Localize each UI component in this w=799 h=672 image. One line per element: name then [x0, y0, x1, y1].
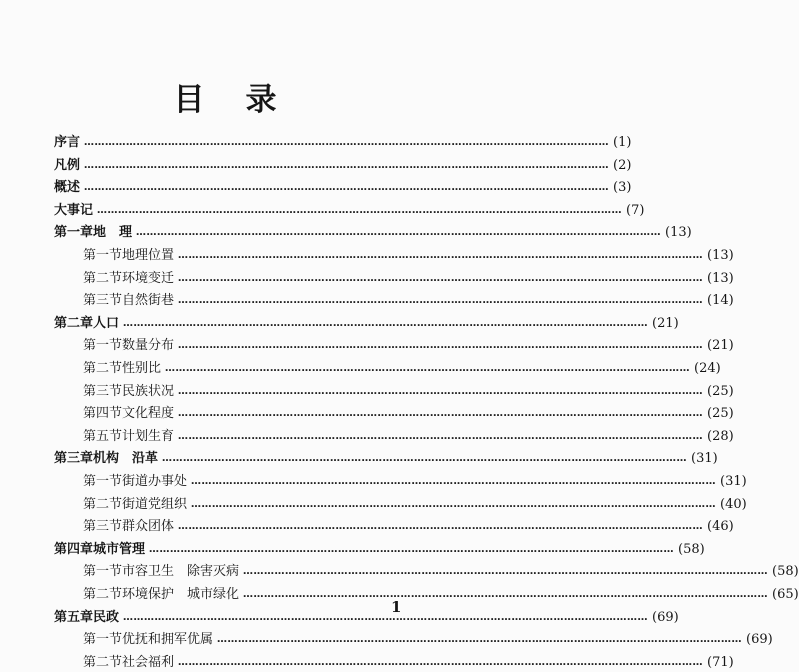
toc-entry-page: (21) [652, 315, 679, 331]
dot-leader: …………………………………………………………………………………………………………………………………… [178, 295, 704, 307]
toc-entry-number: 第一节 [83, 248, 123, 263]
dot-leader: …………………………………………………………………………………………………………………………………… [178, 521, 704, 533]
toc-entry-page: (40) [720, 496, 747, 512]
toc-entry-title: 概述 [54, 180, 81, 196]
toc-entry-title: 大事记 [54, 202, 94, 218]
toc-entry-section [83, 270, 734, 288]
toc-entry-section [83, 405, 734, 423]
toc-entry-page: (7) [626, 202, 645, 218]
toc-entry-page: (71) [707, 654, 734, 670]
toc-entry-page: (1) [613, 135, 632, 150]
toc-entry-title: 群众团体 [122, 519, 175, 535]
toc-entry-title: 数量分布 [122, 338, 175, 354]
toc-entry-number: 第一节 [83, 632, 123, 648]
toc-entry-chapter [54, 609, 679, 627]
dot-leader: …………………………………………………………………………………………………………………………………… [178, 408, 704, 420]
toc-entry-page: (3) [613, 180, 632, 196]
toc-entry-title: 民族状况 [122, 383, 175, 399]
toc-entry-page: (24) [694, 361, 721, 376]
dot-leader: …………………………………………………………………………………………………………………………………… [178, 250, 704, 261]
dot-leader: …………………………………………………………………………………………………………………………………… [84, 159, 610, 171]
toc-entry-title: 机构 沿革 [93, 451, 159, 467]
toc-entry-page: (14) [707, 293, 734, 309]
toc-entry-title: 自然街巷 [122, 293, 175, 309]
toc-entry-title: 街道党组织 [122, 496, 188, 512]
toc-entry-page: (25) [707, 383, 734, 399]
toc-entry-number: 第三章 [54, 451, 94, 467]
dot-leader: …………………………………………………………………………………………………………………………………… [178, 340, 704, 352]
toc-entry-section [83, 631, 773, 649]
toc-entry-chapter [54, 315, 679, 333]
dot-leader: …………………………………………………………………………………………………………………………………… [178, 430, 704, 442]
dot-leader: …………………………………………………………………………………………………………………………………… [97, 204, 623, 216]
toc-entry-section [83, 428, 734, 446]
toc-entry-page: (13) [707, 248, 734, 263]
toc-entry-section [83, 360, 721, 378]
toc-entry-title: 环境保护 城市绿化 [122, 587, 240, 602]
toc-entry-section [83, 247, 734, 265]
toc-entry-section [83, 586, 799, 604]
toc-entry-number: 第二节 [83, 270, 123, 286]
toc-entry-number: 第一节 [83, 564, 123, 580]
toc-entry-number: 第三节 [83, 293, 123, 309]
toc-entry-chapter [54, 179, 632, 197]
page-number: 1 [391, 598, 402, 616]
toc-entry-page: (13) [707, 270, 734, 286]
toc-entry-number: 第三节 [83, 519, 123, 535]
toc-entry-title: 环境变迁 [122, 270, 175, 286]
toc-entry-chapter [54, 202, 645, 220]
toc-entry-number: 第五节 [83, 428, 123, 444]
toc-entry-page: (58) [678, 541, 705, 557]
dot-leader: …………………………………………………………………………………………………………………………………… [191, 476, 717, 487]
toc-entry-title: 地理位置 [122, 248, 175, 263]
dot-leader: …………………………………………………………………………………………………………………………………… [165, 363, 691, 374]
toc-entry-section [83, 473, 747, 491]
toc-entry-page: (65) [772, 587, 799, 602]
title-char-2: 录 [245, 82, 277, 118]
toc-entry-chapter [54, 541, 705, 559]
toc-entry-title: 文化程度 [122, 406, 175, 422]
dot-leader: …………………………………………………………………………………………………………………………………… [243, 566, 769, 578]
toc-entry-number: 第一节 [83, 338, 123, 354]
dot-leader: …………………………………………………………………………………………………………………………………… [162, 453, 688, 465]
toc-entry-number: 第四节 [83, 406, 123, 422]
toc-entry-chapter [54, 134, 632, 152]
toc-entry-page: (25) [707, 406, 734, 422]
title-char-1: 目 [173, 82, 205, 118]
dot-leader: …………………………………………………………………………………………………………………………………… [84, 182, 610, 194]
dot-leader: …………………………………………………………………………………………………………………………………… [123, 611, 649, 623]
dot-leader: …………………………………………………………………………………………………………………………………… [178, 272, 704, 284]
toc-entry-section [83, 563, 799, 581]
dot-leader: …………………………………………………………………………………………………………………………………… [178, 385, 704, 397]
toc-entry-page: (31) [720, 474, 747, 489]
dot-leader: …………………………………………………………………………………………………………………………………… [191, 498, 717, 510]
toc-entry-number: 第一章 [54, 225, 94, 241]
toc-entry-page: (2) [613, 157, 632, 173]
toc-entry-title: 凡例 [54, 157, 81, 173]
toc-entry-page: (21) [707, 338, 734, 354]
toc-entry-page: (13) [665, 225, 692, 241]
toc-entry-title: 序言 [54, 135, 81, 150]
toc-entry-page: (69) [746, 632, 773, 648]
toc-entry-number: 第二节 [83, 496, 123, 512]
toc-entry-page: (28) [707, 428, 734, 444]
toc-entry-number: 第二节 [83, 587, 123, 602]
toc-entry-number: 第五章 [54, 609, 94, 625]
dot-leader: …………………………………………………………………………………………………………………………………… [243, 589, 769, 600]
toc-entry-title: 街道办事处 [122, 474, 188, 489]
toc-entry-page: (46) [707, 519, 734, 535]
dot-leader: …………………………………………………………………………………………………………………………………… [149, 543, 675, 555]
toc-entry-chapter [54, 450, 718, 468]
toc-entry-number: 第一节 [83, 474, 123, 489]
toc-entry-number: 第四章 [54, 541, 94, 557]
toc-entry-chapter [54, 224, 692, 242]
dot-leader: …………………………………………………………………………………………………………………………………… [123, 317, 649, 329]
toc-entry-title: 计划生育 [122, 428, 175, 444]
toc-entry-title: 人口 [93, 315, 120, 331]
toc-entry-section [83, 496, 747, 514]
dot-leader: …………………………………………………………………………………………………………………………………… [178, 656, 704, 668]
toc-entry-title: 地 理 [93, 225, 133, 241]
toc-entry-number: 第二章 [54, 315, 94, 331]
dot-leader: …………………………………………………………………………………………………………………………………… [217, 634, 743, 646]
toc-entry-page: (31) [691, 451, 718, 467]
toc-entry-section [83, 292, 734, 310]
toc-entry-section [83, 518, 734, 536]
toc-entry-title: 民政 [93, 609, 120, 625]
dot-leader: …………………………………………………………………………………………………………………………………… [136, 227, 662, 239]
dot-leader: …………………………………………………………………………………………………………………………………… [84, 137, 610, 148]
toc-entry-chapter [54, 157, 632, 175]
toc-entry-number: 第三节 [83, 383, 123, 399]
toc-entry-page: (58) [772, 564, 799, 580]
toc-entry-section [83, 337, 734, 355]
toc-entry-section [83, 654, 734, 672]
toc-entry-number: 第二节 [83, 361, 123, 376]
toc-entry-title: 市容卫生 除害灭病 [122, 564, 240, 580]
toc-entry-title: 城市管理 [93, 541, 146, 557]
toc-entry-page: (69) [652, 609, 679, 625]
toc-entry-title: 优抚和拥军优属 [122, 632, 214, 648]
toc-entry-number: 第二节 [83, 654, 123, 670]
page-title [0, 74, 450, 119]
toc-entry-title: 社会福利 [122, 654, 175, 670]
toc-entry-title: 性别比 [122, 361, 162, 376]
toc-entry-section [83, 383, 734, 401]
